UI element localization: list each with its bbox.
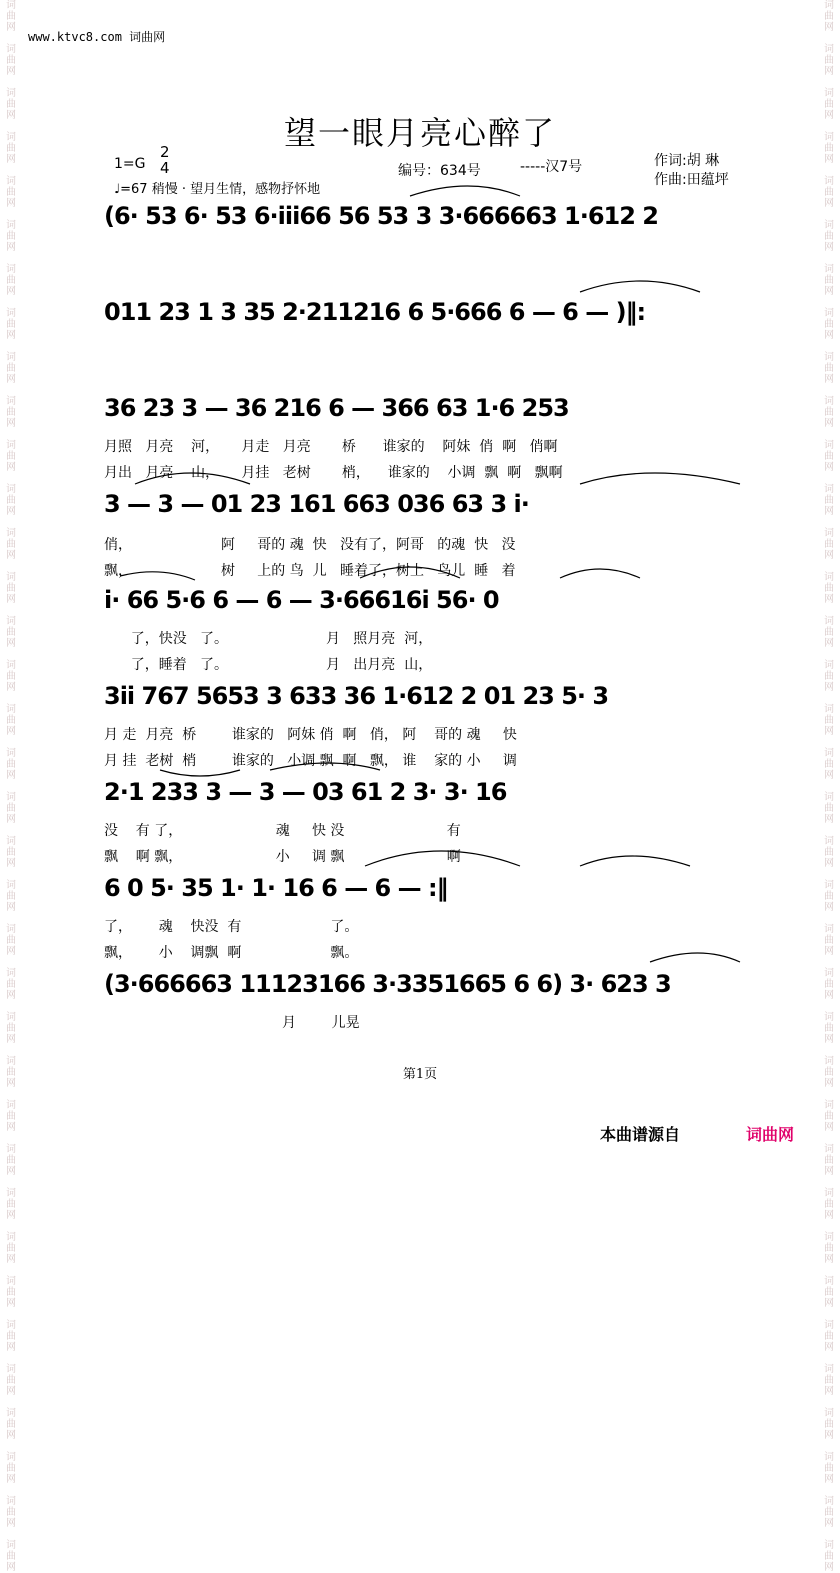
watermark-left: 词 曲 网 词 曲 网 词 曲 网 词 曲 网 词 曲 网 词 曲 网 词 曲 网 词 曲 网 词 曲 网 词 曲 网 词 曲 网 词 曲 网 词 曲 网 词 曲 网 词 曲 网 词 曲 网 词 曲 网 词 曲 网 词 曲 网 词 曲 网 词 曲 网 词 曲 网 词 曲 网 词 曲 网 词 曲 网 词 曲 网 词 曲 网 词 曲 网 词 曲 网 词 曲 网 词 曲 网 词 曲 网 词 曲 网 词 曲 网 词 曲 网 词 曲 网 <box>6 0 16 1573</box>
lyric-line: 飘， 树 上的 鸟 儿 睡着了，树上 鸟儿 睡 着 <box>104 563 516 579</box>
tempo-marking: ♩=67 稍慢 · 望月生情，感物抒怀地 <box>114 182 321 197</box>
slur <box>160 770 240 776</box>
slur <box>365 851 520 866</box>
notation-row: 3 — 3 — 01 23 161 663 036 63 3 i̇· <box>104 490 529 518</box>
notation-row: 6 0 5· 35 1· 1· 16 6 — 6 — :‖ <box>104 874 448 902</box>
time-sig-bottom: 4 <box>160 159 170 177</box>
slur <box>120 572 195 580</box>
notation-row: 36 23 3 — 36 216 6 — 366 63 1·6 253 <box>104 394 569 422</box>
tune-name: -----汉7号 <box>520 159 583 175</box>
lyric-line: 了， 魂 快没 有 了。 <box>104 919 359 935</box>
site-url[interactable]: www.ktvc8.com 词曲网 <box>28 30 166 44</box>
lyric-line: 飘， 小 调飘 啊 飘。 <box>104 945 359 961</box>
slur <box>580 856 690 866</box>
lyric-line: 了，快没 了。 月 照月亮 河， <box>104 631 433 647</box>
notation-row: (3·666663 11123166 3·3351665 6 6) 3· 623 3 <box>104 970 671 998</box>
lyric-line: 月 走 月亮 桥 谁家的 阿妹 俏 啊 俏， 阿 哥的 魂 快 <box>104 727 517 743</box>
song-title: 望一眼月亮心醉了 <box>283 114 556 152</box>
lyric-line: 飘 啊 飘， 小 调 飘 啊 <box>104 849 461 865</box>
lyric-line: 月 儿晃 <box>104 1015 360 1031</box>
source-brand[interactable]: 词曲网 <box>746 1125 795 1144</box>
watermark-right: 词 曲 网 词 曲 网 词 曲 网 词 曲 网 词 曲 网 词 曲 网 词 曲 网 词 曲 网 词 曲 网 词 曲 网 词 曲 网 词 曲 网 词 曲 网 词 曲 网 词 曲 网 词 曲 网 词 曲 网 词 曲 网 词 曲 网 词 曲 网 词 曲 网 词 曲 网 词 曲 网 词 曲 网 词 曲 网 词 曲 网 词 曲 网 词 曲 网 词 曲 网 词 曲 网 词 曲 网 词 曲 网 词 曲 网 词 曲 网 词 曲 网 词 曲 网 <box>824 0 834 1573</box>
time-sig-top: 2 <box>160 143 170 161</box>
slur <box>410 186 520 196</box>
lyric-line: 月照 月亮 河， 月走 月亮 桥 谁家的 阿妹 俏 啊 俏啊 <box>104 439 558 455</box>
lyric-line: 没 有 了， 魂 快 没 有 <box>104 823 461 839</box>
slur <box>580 473 740 484</box>
composer: 作曲:田蕴坪 <box>654 172 729 188</box>
lyric-line: 俏， 阿 哥的 魂 快 没有了，阿哥 的魂 快 没 <box>104 537 516 553</box>
notation-row: 2·1 233 3 — 3 — 03 61 2 3· 3· 16 <box>104 778 507 806</box>
key-signature: 1=G <box>114 156 146 172</box>
lyricist: 作词:胡 琳 <box>654 153 720 169</box>
slur <box>360 567 460 578</box>
slur <box>650 953 740 962</box>
page-number: 第1页 <box>402 1067 438 1082</box>
lyric-line: 了，睡着 了。 月 出月亮 山， <box>104 657 433 673</box>
slur <box>135 473 250 484</box>
notation-row: i̇· 66 5·6 6 — 6 — 3·66616i 56· 0 <box>104 586 499 614</box>
lyric-line: 月 挂 老树 梢 谁家的 小调 飘 啊 飘， 谁 家的 小 调 <box>104 753 517 769</box>
slur <box>270 763 380 770</box>
lyric-line: 月出 月亮 山， 月挂 老树 梢， 谁家的 小调 飘 啊 飘啊 <box>104 465 563 481</box>
notation-row: (6· 53 6· 53 6·i̇i̇i̇66 56 53 3 3·666663 1·612 2 <box>104 202 658 230</box>
source-label: 本曲谱源自 <box>600 1125 681 1144</box>
slur <box>580 281 700 292</box>
slur <box>560 569 640 578</box>
notation-row: 3i̇i̇ 767 5653 3 633 36 1·612 2 01 23 5· 3 <box>104 682 609 710</box>
notation-row: 011 23 1 3 35 2·211216 6 5·666 6 — 6 — )‖: <box>104 298 646 326</box>
score-number: 编号：634号 <box>398 163 481 179</box>
